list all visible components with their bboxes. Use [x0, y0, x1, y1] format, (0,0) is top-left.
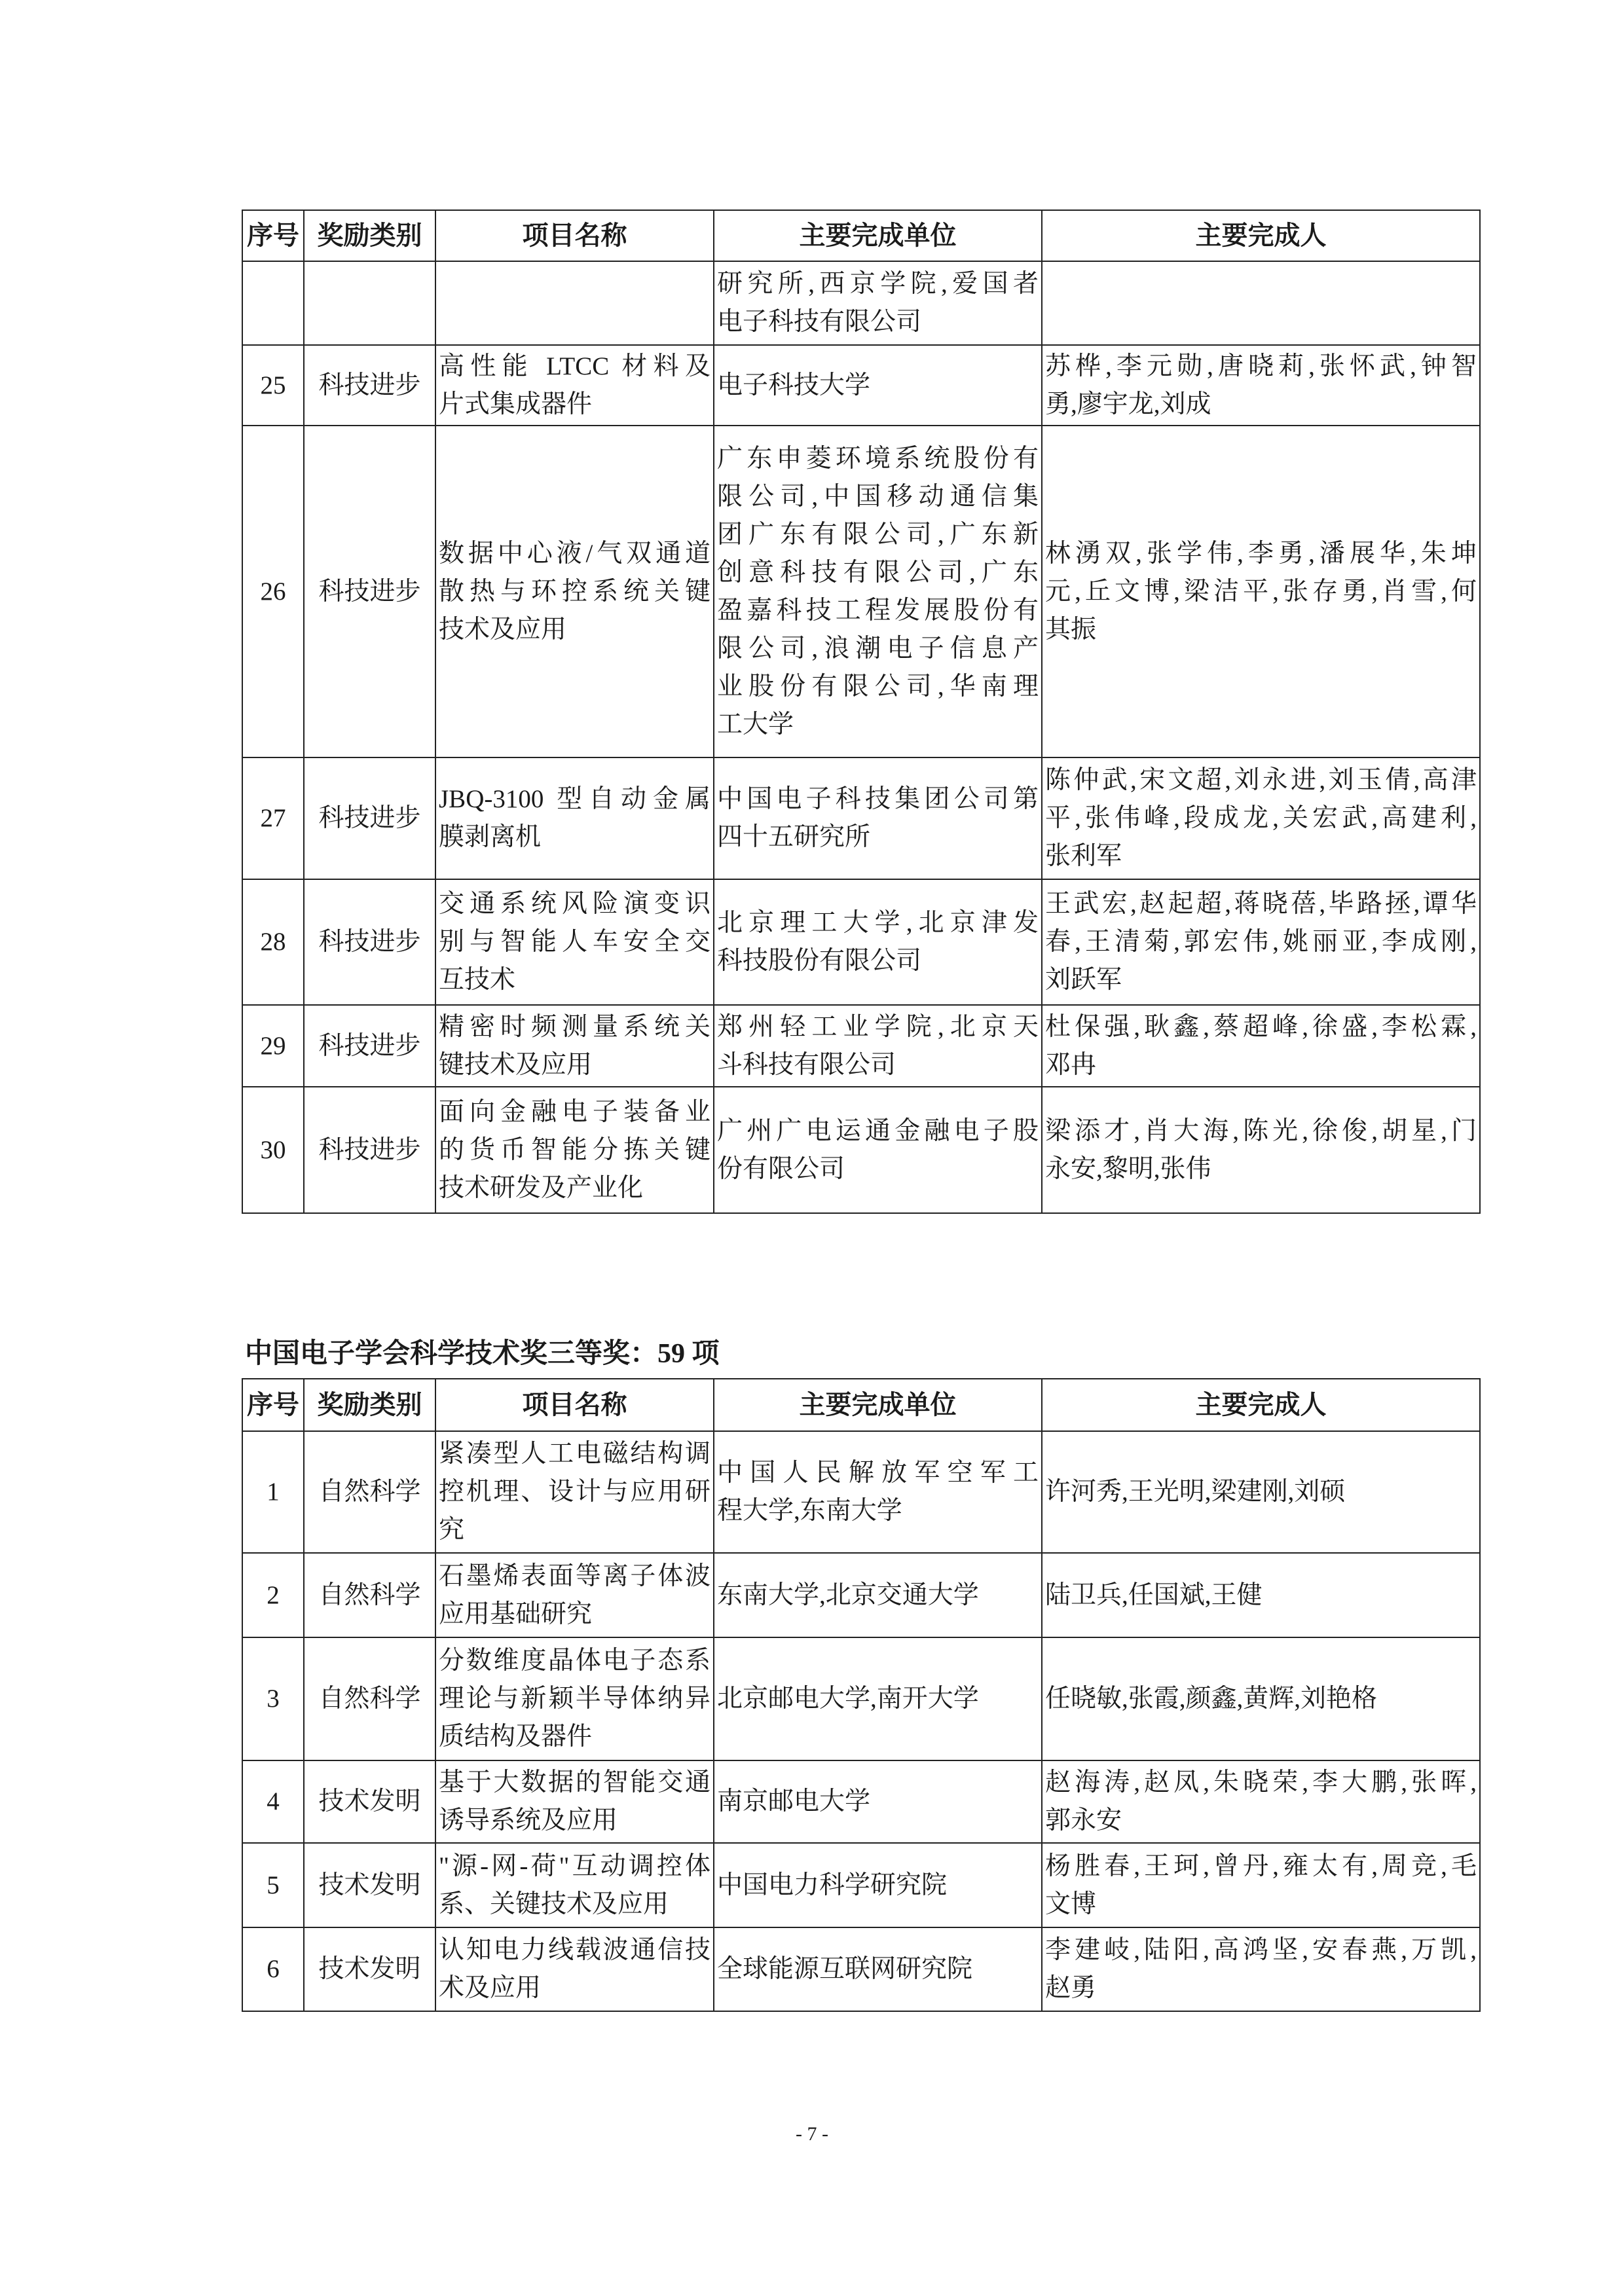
cell-completing-people	[1042, 757, 1480, 879]
cell-completing-people-line: 赵海涛,赵凤,朱晓荣,李大鹏,张晖,	[1045, 1768, 1477, 1796]
cell-project-name-line: 片式集成器件	[439, 390, 593, 418]
table-row	[242, 1843, 1480, 1927]
table-row	[242, 1637, 1480, 1760]
cell-number: 6	[242, 1927, 304, 2011]
cell-number: 25	[242, 345, 304, 426]
cell-project-name-line: 散热与环控系统关键	[439, 577, 710, 606]
cell-number: 28	[242, 879, 304, 1005]
cell-completing-people-line: 陆卫兵,任国斌,王健	[1045, 1580, 1263, 1609]
cell-completing-unit	[714, 345, 1042, 426]
cell-completing-unit-line: 电子科技有限公司	[717, 308, 922, 336]
cell-award-category	[304, 261, 435, 345]
cell-award-category: 自然科学	[304, 1553, 435, 1637]
cell-project-name	[435, 1431, 714, 1553]
column-header-completing-people: 主要完成人	[1042, 210, 1480, 261]
cell-award-category: 技术发明	[304, 1843, 435, 1927]
cell-completing-people-line: 张利军	[1045, 842, 1122, 870]
cell-completing-people	[1042, 1553, 1480, 1637]
cell-project-name-line: 认知电力线载波通信技	[439, 1936, 710, 1964]
cell-completing-unit	[714, 261, 1042, 345]
cell-project-name	[435, 1553, 714, 1637]
section-title: 中国电子学会科学技术奖三等奖：59 项	[245, 1339, 720, 1369]
cell-completing-unit-line: 南京邮电大学	[717, 1787, 871, 1815]
cell-project-name-line: JBQ-3100 型自动金属	[439, 785, 710, 813]
cell-project-name-line: 石墨烯表面等离子体波	[439, 1561, 710, 1590]
cell-completing-unit-line: 盈嘉科技工程发展股份有	[717, 596, 1039, 625]
page-number: - 7 -	[796, 2123, 828, 2145]
cell-completing-unit-line: 北京邮电大学,南开大学	[717, 1685, 979, 1713]
table-row	[242, 345, 1480, 426]
table-row	[242, 1927, 1480, 2011]
cell-completing-people-line: 邓冉	[1045, 1050, 1097, 1079]
cell-completing-unit-line: 限公司,中国移动通信集	[717, 482, 1039, 511]
cell-completing-unit	[714, 1927, 1042, 2011]
cell-completing-people-line: 王武宏,赵起超,蒋晓蓓,毕路拯,谭华	[1045, 890, 1477, 918]
cell-number: 1	[242, 1431, 304, 1553]
cell-completing-people-line: 许河秀,王光明,梁建刚,刘硕	[1045, 1478, 1346, 1506]
cell-completing-unit	[714, 879, 1042, 1005]
cell-award-category: 科技进步	[304, 426, 435, 757]
cell-number: 4	[242, 1760, 304, 1843]
table-header-row	[242, 210, 1480, 261]
cell-project-name-line: 高性能 LTCC 材料及	[439, 352, 710, 380]
cell-completing-unit-line: 中国电子科技集团公司第	[717, 785, 1039, 813]
cell-project-name-line: 应用基础研究	[439, 1599, 593, 1628]
cell-completing-people	[1042, 1760, 1480, 1843]
cell-completing-unit-line: 四十五研究所	[717, 823, 871, 851]
cell-project-name-line: 系、关键技术及应用	[439, 1889, 669, 1918]
cell-project-name	[435, 261, 714, 345]
cell-completing-unit-line: 份有限公司	[717, 1154, 845, 1183]
cell-completing-unit-line: 创意科技有限公司,广东	[717, 558, 1039, 587]
table-row	[242, 1087, 1480, 1213]
cell-project-name-line: 理论与新颖半导体纳异	[439, 1685, 710, 1713]
cell-award-category: 自然科学	[304, 1637, 435, 1760]
cell-award-category: 科技进步	[304, 757, 435, 879]
column-header-completing-unit: 主要完成单位	[714, 210, 1042, 261]
cell-project-name-line: 质结构及器件	[439, 1722, 593, 1751]
cell-completing-people-line: 刘跃军	[1045, 966, 1122, 994]
cell-completing-unit-line: 中国电力科学研究院	[717, 1870, 948, 1899]
cell-award-category: 科技进步	[304, 879, 435, 1005]
cell-completing-people-line: 梁添才,肖大海,陈光,徐俊,胡星,门	[1045, 1116, 1477, 1145]
table-row	[242, 261, 1480, 345]
table-body	[242, 261, 1480, 1213]
cell-completing-people-line: 李建岐,陆阳,高鸿坚,安春燕,万凯,	[1045, 1936, 1477, 1964]
cell-completing-unit	[714, 1760, 1042, 1843]
cell-number	[242, 261, 304, 345]
cell-completing-unit	[714, 1637, 1042, 1760]
cell-number: 27	[242, 757, 304, 879]
cell-completing-unit-line: 广州广电运通金融电子股	[717, 1116, 1039, 1145]
column-header-project-name: 项目名称	[435, 210, 714, 261]
cell-project-name	[435, 1005, 714, 1087]
cell-project-name-line: 分数维度晶体电子态系	[439, 1647, 710, 1675]
cell-project-name-line: 究	[439, 1516, 465, 1544]
cell-completing-people-line: 赵勇	[1045, 1974, 1097, 2002]
cell-project-name-line: 基于大数据的智能交通	[439, 1768, 710, 1796]
cell-completing-unit	[714, 1431, 1042, 1553]
cell-project-name-line: 控机理、设计与应用研	[439, 1478, 710, 1506]
cell-completing-unit-line: 团广东有限公司,广东新	[717, 520, 1039, 549]
cell-completing-unit-line: 郑州轻工业学院,北京天	[717, 1012, 1039, 1041]
cell-project-name-line: 别与智能人车安全交	[439, 928, 710, 956]
cell-completing-unit-line: 限公司,浪潮电子信息产	[717, 634, 1039, 663]
cell-completing-people-line: 苏桦,李元勋,唐晓莉,张怀武,钟智	[1045, 352, 1477, 380]
table-row	[242, 1553, 1480, 1637]
cell-project-name-line: 键技术及应用	[439, 1050, 593, 1079]
cell-project-name	[435, 1760, 714, 1843]
cell-completing-unit-line: 科技股份有限公司	[717, 947, 922, 975]
column-header-award-category: 奖励类别	[304, 1379, 435, 1431]
cell-completing-people-line: 杜保强,耿鑫,蔡超峰,徐盛,李松霖,	[1045, 1012, 1477, 1041]
award-table-third-prize	[242, 1378, 1481, 2012]
cell-project-name	[435, 345, 714, 426]
cell-completing-people	[1042, 345, 1480, 426]
cell-completing-unit-line: 斗科技有限公司	[717, 1050, 896, 1079]
cell-completing-unit	[714, 1087, 1042, 1213]
cell-project-name	[435, 1927, 714, 2011]
cell-completing-unit	[714, 1553, 1042, 1637]
column-header-number: 序号	[242, 1379, 304, 1431]
cell-completing-people-line: 春,王清菊,郭宏伟,姚丽亚,李成刚,	[1045, 928, 1477, 956]
cell-completing-people-line: 任晓敏,张霞,颜鑫,黄辉,刘艳格	[1045, 1685, 1378, 1713]
cell-completing-unit-line: 全球能源互联网研究院	[717, 1955, 973, 1983]
cell-completing-people-line: 勇,廖宇龙,刘成	[1045, 390, 1211, 418]
cell-number: 5	[242, 1843, 304, 1927]
table-row	[242, 879, 1480, 1005]
cell-completing-people-line: 陈仲武,宋文超,刘永进,刘玉倩,高津	[1045, 766, 1477, 794]
cell-award-category: 技术发明	[304, 1760, 435, 1843]
cell-project-name-line: 膜剥离机	[439, 823, 542, 851]
cell-project-name	[435, 426, 714, 757]
cell-completing-people-line: 郭永安	[1045, 1806, 1122, 1834]
table-row	[242, 1760, 1480, 1843]
column-header-project-name: 项目名称	[435, 1379, 714, 1431]
cell-project-name	[435, 1087, 714, 1213]
cell-award-category: 自然科学	[304, 1431, 435, 1553]
table-row	[242, 426, 1480, 757]
cell-project-name-line: 面向金融电子装备业	[439, 1097, 710, 1126]
cell-completing-unit-line: 业股份有限公司,华南理	[717, 672, 1039, 701]
cell-number: 30	[242, 1087, 304, 1213]
cell-completing-people	[1042, 1005, 1480, 1087]
cell-completing-unit-line: 研究所,西京学院,爱国者	[717, 270, 1039, 298]
cell-completing-people	[1042, 1927, 1480, 2011]
cell-completing-people	[1042, 1087, 1480, 1213]
cell-completing-people-line: 永安,黎明,张伟	[1045, 1154, 1211, 1183]
cell-completing-unit-line: 北京理工大学,北京津发	[717, 909, 1039, 937]
cell-project-name-line: 技术及应用	[439, 615, 567, 644]
cell-project-name-line: 交通系统风险演变识	[439, 890, 710, 918]
cell-award-category: 技术发明	[304, 1927, 435, 2011]
cell-completing-unit	[714, 1005, 1042, 1087]
cell-completing-people-line: 其振	[1045, 615, 1097, 644]
table-body	[242, 1431, 1480, 2011]
cell-project-name-line: 诱导系统及应用	[439, 1806, 618, 1834]
cell-project-name-line: 数据中心液/气双通道	[439, 539, 710, 568]
cell-completing-unit-line: 广东申菱环境系统股份有	[717, 444, 1039, 473]
cell-completing-people-line: 平,张伟峰,段成龙,关宏武,高建利,	[1045, 804, 1477, 832]
cell-completing-people	[1042, 261, 1480, 345]
table-row	[242, 1431, 1480, 1553]
cell-number: 3	[242, 1637, 304, 1760]
column-header-award-category: 奖励类别	[304, 210, 435, 261]
cell-completing-unit-line: 中国人民解放军空军工	[717, 1459, 1039, 1487]
cell-completing-unit-line: 程大学,东南大学	[717, 1497, 902, 1525]
cell-completing-people-line: 林湧双,张学伟,李勇,潘展华,朱坤	[1045, 539, 1477, 568]
cell-project-name	[435, 1843, 714, 1927]
cell-award-category: 科技进步	[304, 1087, 435, 1213]
cell-completing-unit-line: 工大学	[717, 710, 794, 738]
cell-project-name-line: 的货币智能分拣关键	[439, 1135, 710, 1164]
cell-number: 2	[242, 1553, 304, 1637]
cell-completing-people	[1042, 426, 1480, 757]
cell-completing-people-line: 杨胜春,王珂,曾丹,雍太有,周竞,毛	[1045, 1851, 1477, 1880]
cell-number: 29	[242, 1005, 304, 1087]
column-header-number: 序号	[242, 210, 304, 261]
cell-project-name-line: "源-网-荷"互动调控体	[439, 1851, 710, 1880]
cell-completing-unit-line: 东南大学,北京交通大学	[717, 1580, 979, 1609]
table-row	[242, 757, 1480, 879]
cell-completing-unit-line: 电子科技大学	[717, 371, 871, 399]
cell-project-name-line: 术及应用	[439, 1974, 542, 2002]
cell-project-name-line: 互技术	[439, 966, 516, 994]
table-row	[242, 1005, 1480, 1087]
cell-completing-people	[1042, 1843, 1480, 1927]
table-header-row	[242, 1379, 1480, 1431]
cell-award-category: 科技进步	[304, 345, 435, 426]
award-table-upper	[242, 210, 1481, 1214]
cell-completing-people-line: 文博	[1045, 1889, 1097, 1918]
column-header-completing-people: 主要完成人	[1042, 1379, 1480, 1431]
cell-project-name	[435, 879, 714, 1005]
cell-project-name-line: 技术研发及产业化	[439, 1173, 644, 1202]
cell-project-name-line: 精密时频测量系统关	[439, 1012, 710, 1041]
cell-project-name	[435, 1637, 714, 1760]
column-header-completing-unit: 主要完成单位	[714, 1379, 1042, 1431]
cell-completing-unit	[714, 1843, 1042, 1927]
cell-completing-unit	[714, 426, 1042, 757]
cell-completing-people	[1042, 879, 1480, 1005]
cell-project-name	[435, 757, 714, 879]
cell-completing-people	[1042, 1431, 1480, 1553]
cell-completing-unit	[714, 757, 1042, 879]
cell-completing-people	[1042, 1637, 1480, 1760]
cell-project-name-line: 紧凑型人工电磁结构调	[439, 1440, 710, 1468]
cell-award-category: 科技进步	[304, 1005, 435, 1087]
cell-number: 26	[242, 426, 304, 757]
cell-completing-people-line: 元,丘文博,梁洁平,张存勇,肖雪,何	[1045, 577, 1477, 606]
